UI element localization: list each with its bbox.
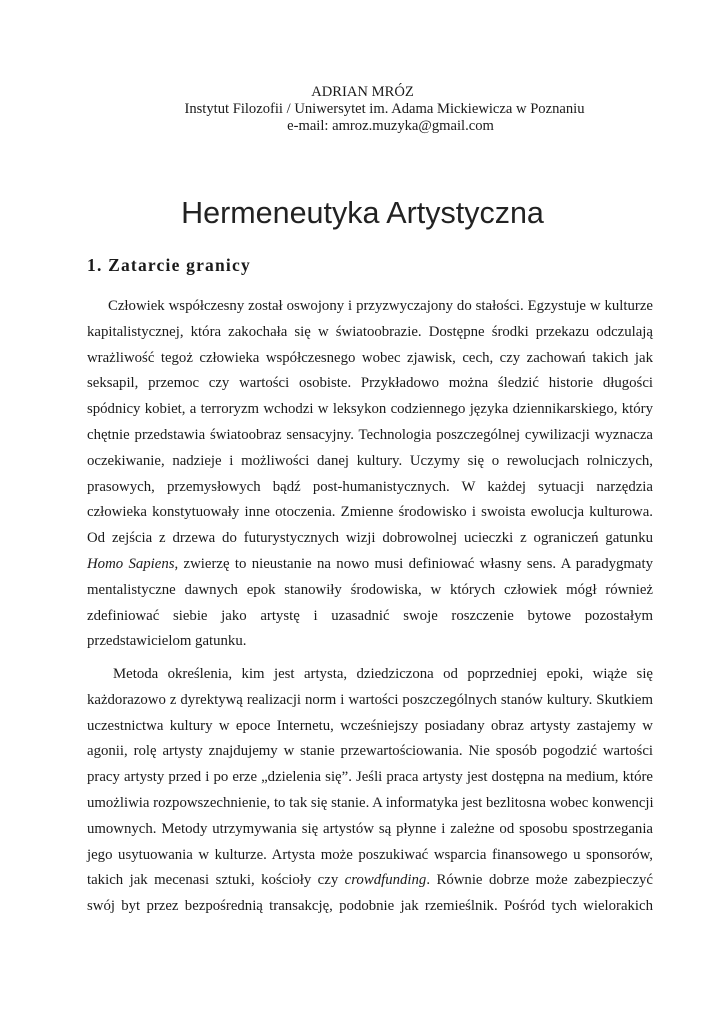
paragraph-line: człowieka konstytuowały inne otoczenia. Zmienne środowisko i swoista ewolucja kulturowa. (87, 504, 653, 521)
line-rest: . Równie dobrze może zabezpieczyć (426, 872, 653, 889)
line-start: takich jak mecenasi sztuki, kościoły czy (87, 872, 345, 889)
paragraph-line: zdefiniować siebie jako artystę i uzasadnić swoje roszczenie bytowe pozostałym (87, 607, 653, 624)
paragraph-line: pracy artysty przed i po erze „dzielenia się”. Jeśli praca artysty jest dostępna na medium, które (87, 769, 653, 786)
paragraph-line: jego usytuowania w kulturze. Artysta może poszukiwać wsparcia finansowego u sponsorów, (87, 846, 653, 863)
paragraph-line: wrażliwość tegoż człowieka współczesnego wobec zjawisk, cech, czy zachowań takich jak (87, 349, 653, 366)
paragraph-line: Człowiek współczesny został oswojony i przyzwyczajony do stałości. Egzystuje w kulturze (108, 298, 653, 314)
paragraph-line: każdorazowo z dyrektywą realizacji norm i wartości poszczególnych stanów kultury. Skutkiem (87, 691, 653, 708)
paragraph-line: kapitalistycznej, która zakochała się w światoobrazie. Dostępne środki przekazu odczulają (87, 323, 653, 340)
paragraph-2 (87, 662, 653, 920)
paragraph-line: seksapil, przemoc czy wartości osobiste. Przykładowo można śledzić historie długości (87, 375, 653, 392)
paragraph-line: oczekiwanie, nadzieje i możliwości danej kultury. Uczymy się o rewolucjach rolniczych, (87, 452, 653, 469)
paragraph-line: mentalistyczne dawnych epok stanowiły środowiska, w których człowiek mógł również (87, 581, 653, 598)
line-rest: , zwierzę to nieustanie na nowo musi definiować własny sens. A paradygmaty (174, 555, 654, 572)
section-heading: 1. Zatarcie granicy (87, 255, 251, 275)
paragraph-line (87, 552, 653, 578)
paper-title: Hermeneutyka Artystyczna (181, 196, 544, 230)
author-institution: Instytut Filozofii / Uniwersytet im. Adama Mickiewicza w Poznaniu (184, 101, 585, 117)
paragraph-line (87, 868, 653, 894)
italic-term: crowdfunding (344, 872, 427, 889)
paragraph-line: chętnie przedstawia światoobraz sensacyjny. Technologia poszczególnej cywilizacji wyznacza (87, 426, 653, 443)
paragraph-line: prasowych, przemysłowych bądź post-humanistycznych. W każdej sytuacji narzędzia (87, 478, 653, 495)
paragraph-line: Od zejścia z drzewa do futurystycznych wizji dobrowolnej ucieczki z ograniczeń gatunku (87, 530, 653, 547)
paragraph-line: agonii, rolę artysty znajdujemy w stanie przewartościowania. Nie sposób pogodzić wartości (87, 743, 653, 760)
paragraph-1 (87, 294, 653, 655)
paragraph-line: uczestnictwa kultury w epoce Internetu, wcześniejszy posiadany obraz artysty zastajemy w (87, 717, 653, 734)
author-email[interactable]: e-mail: amroz.muzyka@gmail.com (287, 118, 494, 134)
paragraph-line: spódnicy kobiet, a terroryzm wchodzi w leksykon codziennego języka dziennikarskiego, który (87, 401, 653, 418)
paragraph-line: swój byt przez bezpośrednią transakcję, podobnie jak rzemieślnik. Pośród tych wielorakich (87, 898, 653, 915)
paragraph-line: umożliwia rozpowszechnienie, to tak się stanie. A informatyka jest bezlitosna wobec konwencji (87, 794, 654, 811)
paragraph-line: przedstawicielom gatunku. (87, 633, 247, 650)
paragraph-line: Metoda określenia, kim jest artysta, dziedziczona od poprzedniej epoki, wiąże się (113, 666, 653, 682)
italic-term: Homo Sapiens (87, 555, 175, 572)
paragraph-line: umownych. Metody utrzymywania się artystów są płynne i zależne od sposobu spostrzegania (87, 820, 653, 837)
author-name: ADRIAN MRÓZ (311, 84, 414, 100)
author-block (0, 84, 725, 135)
